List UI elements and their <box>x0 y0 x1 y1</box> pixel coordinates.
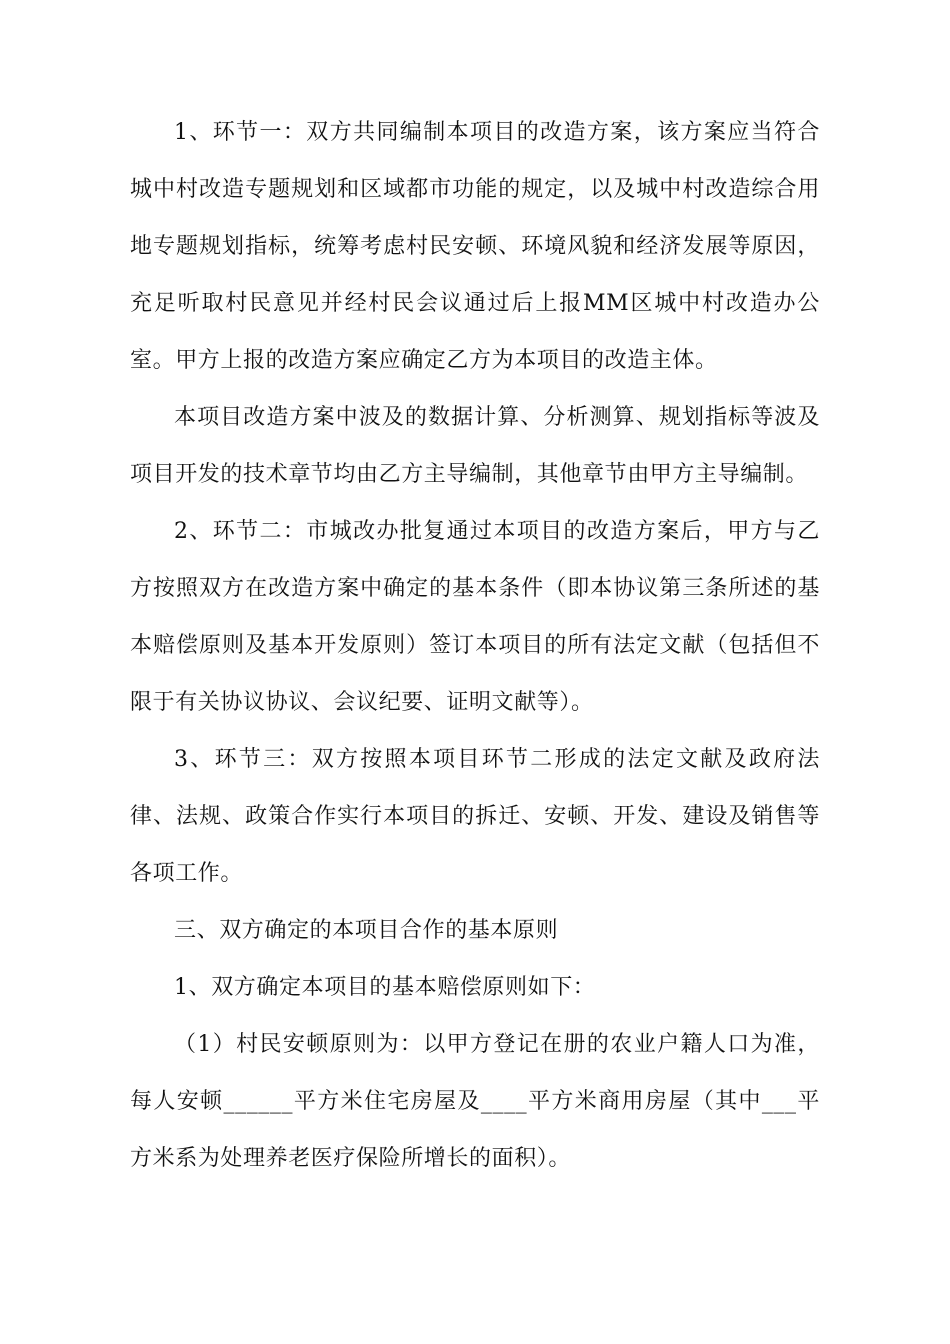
paragraph-step-three: 3、环节三：双方按照本项目环节二形成的法定文献及政府法律、法规、政策合作实行本项目的拆迁、安顿、开发、建设及销售等各项工作。 <box>130 747 820 886</box>
paragraph-villager-resettlement: （1）村民安顿原则为：以甲方登记在册的农业户籍人口为准，每人安顿______平方米住宅房屋及____平方米商用房屋（其中___平方米系为处理养老医疗保险所增长的面积）。 <box>130 1032 820 1171</box>
section-heading-basic-principles: 三、双方确定的本项目合作的基本原则 <box>174 918 559 943</box>
document-page <box>130 104 820 1187</box>
paragraph-step-one: 1、环节一：双方共同编制本项目的改造方案，该方案应当符合城中村改造专题规划和区域都市功能的规定，以及城中村改造综合用地专题规划指标，统筹考虑村民安顿、环境风貌和经济发展等原因，充足听取村民意见并经村民会议通过后上报MM区城中村改造办公室。甲方上报的改造方案应确定乙方为本项目的改造主体。 <box>130 120 820 373</box>
paragraph-compensation-principles: 1、双方确定本项目的基本赔偿原则如下： <box>174 975 596 1000</box>
paragraph-step-two: 2、环节二：市城改办批复通过本项目的改造方案后，甲方与乙方按照双方在改造方案中确定的基本条件（即本协议第三条所述的基本赔偿原则及基本开发原则）签订本项目的所有法定文献（包括但不限于有关协议协议、会议纪要、证明文献等）。 <box>130 519 820 715</box>
paragraph-technical-chapters: 本项目改造方案中波及的数据计算、分析测算、规划指标等波及项目开发的技术章节均由乙方主导编制，其他章节由甲方主导编制。 <box>130 405 820 487</box>
